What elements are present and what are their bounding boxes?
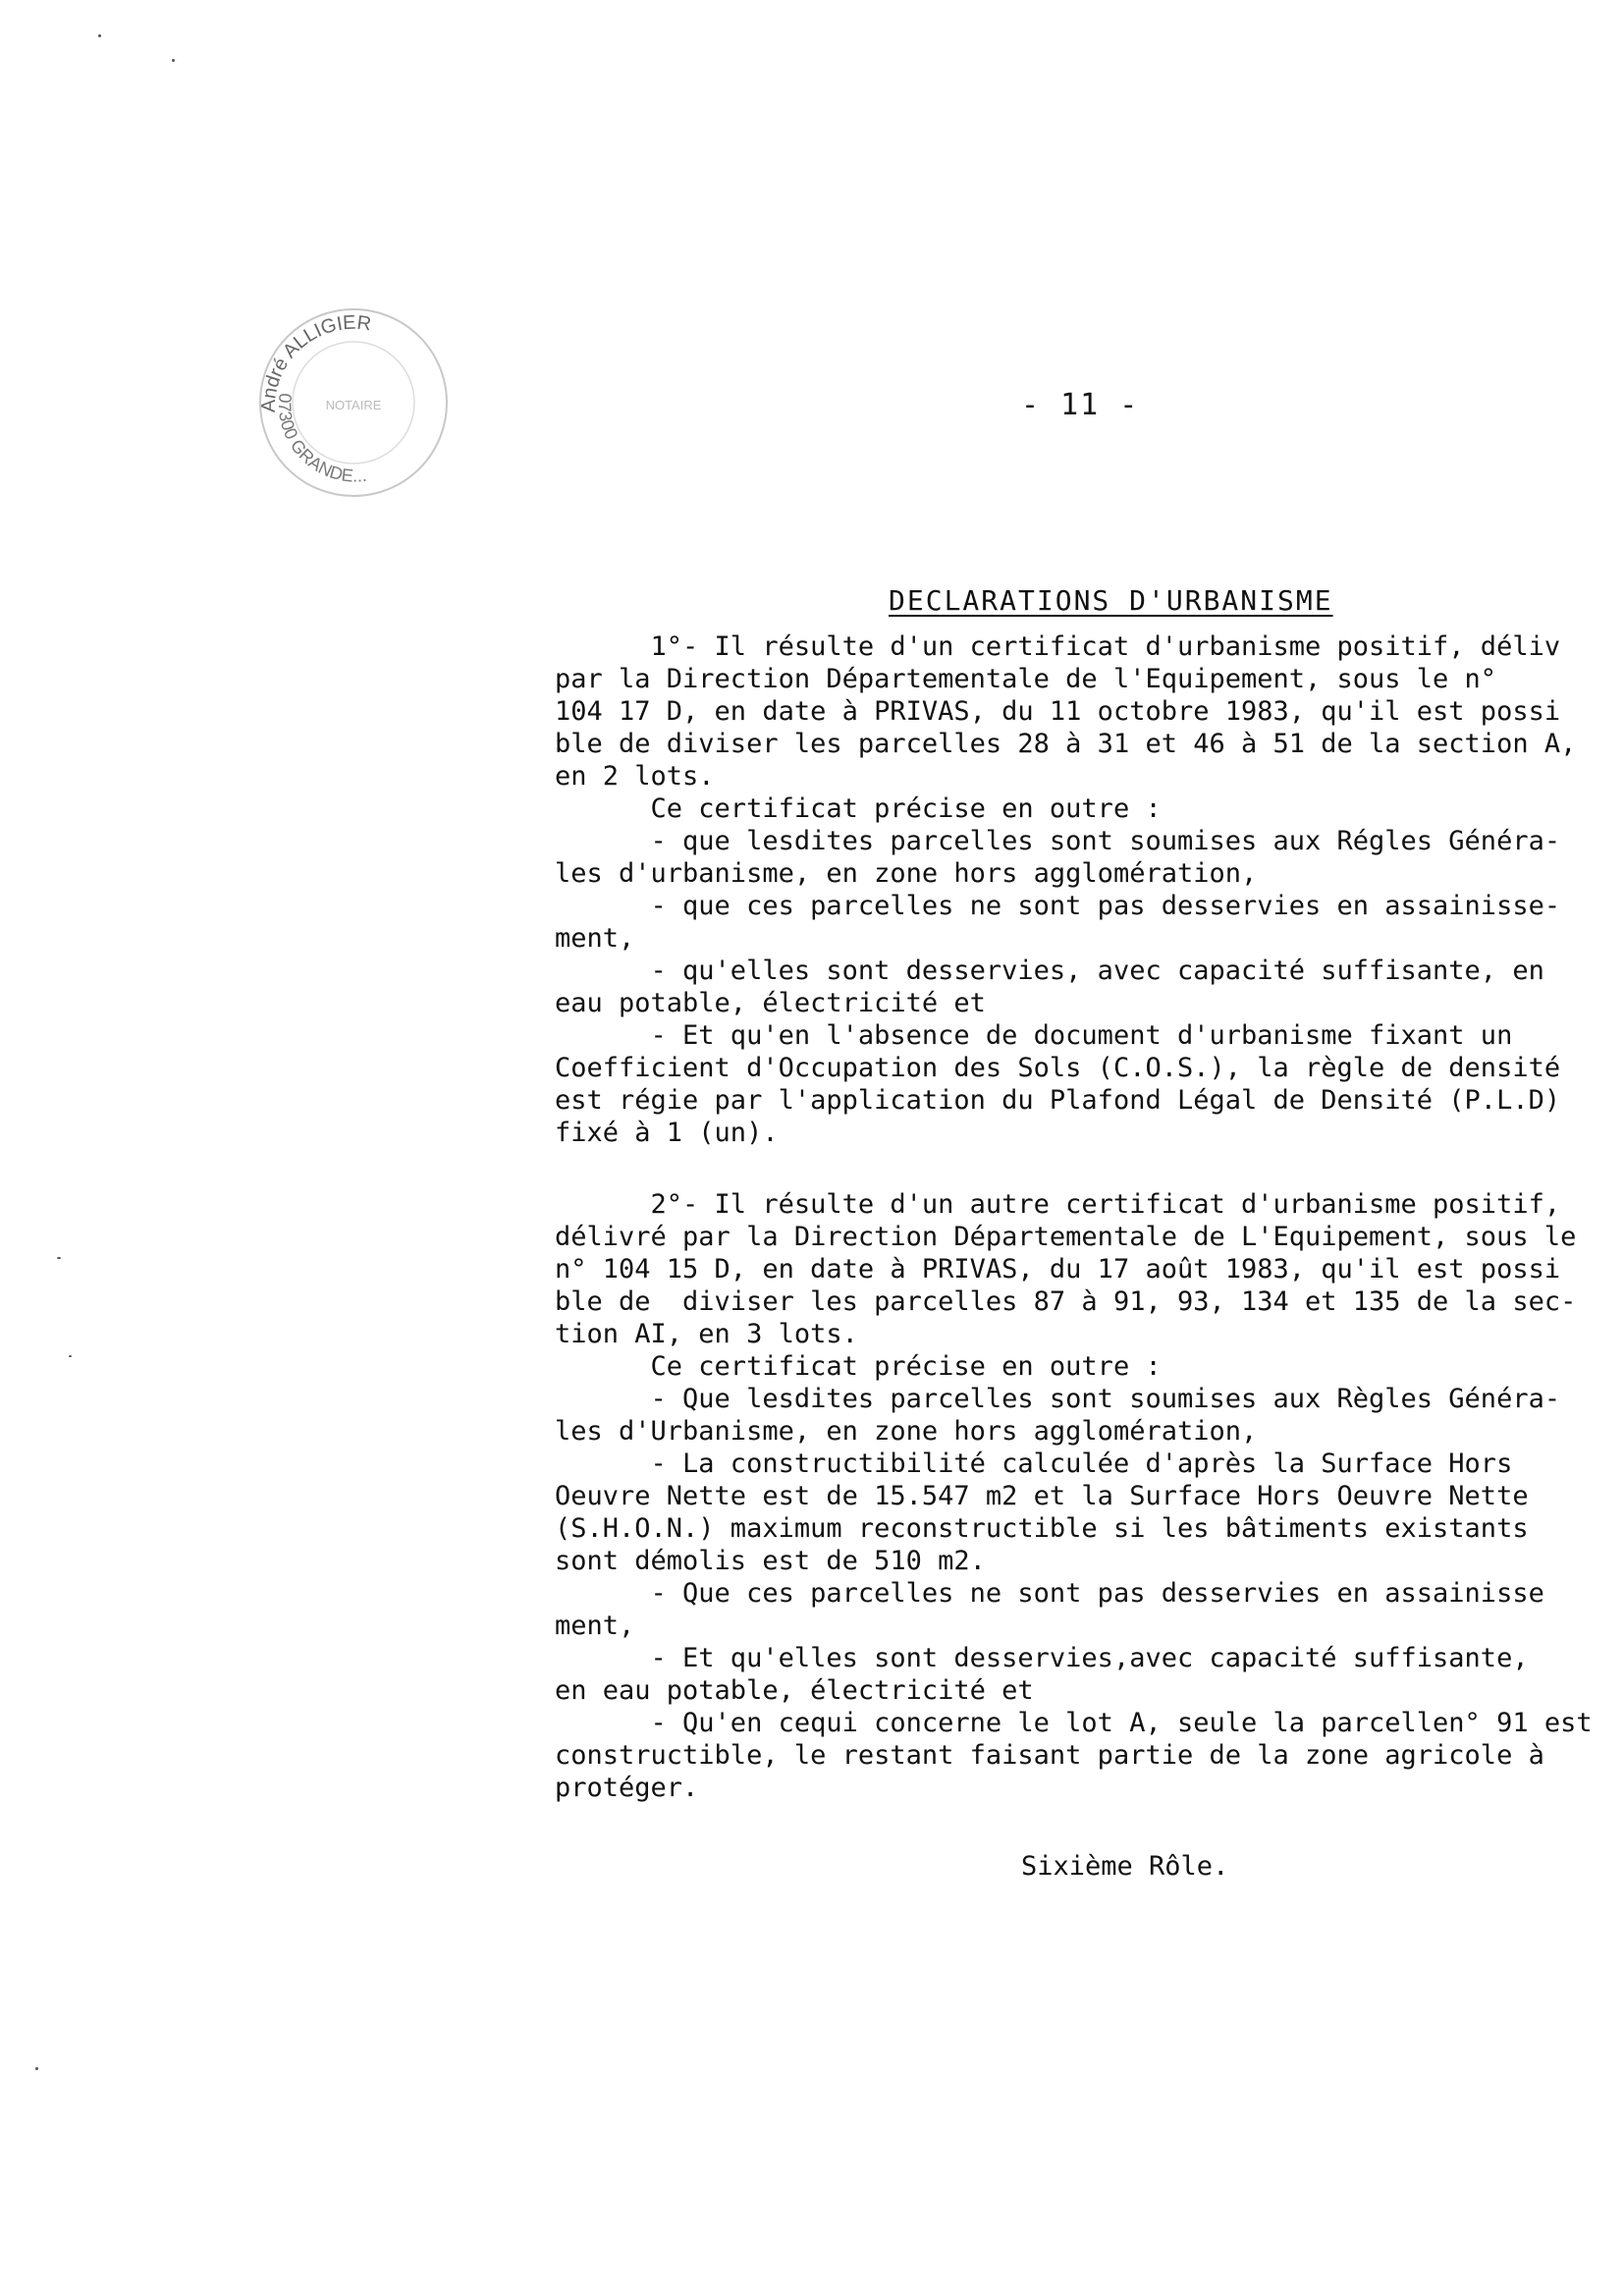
body-line: - Que ces parcelles ne sont pas desservies en assainisse bbox=[555, 1578, 1544, 1609]
stamp-outer-text: André ALLIGIER bbox=[257, 311, 373, 413]
section-title: DECLARATIONS D'URBANISME bbox=[889, 584, 1333, 617]
document-body bbox=[555, 630, 1615, 1804]
stamp-center-text: NOTAIRE bbox=[325, 398, 382, 412]
body-line: - que ces parcelles ne sont pas desservies en assainisse- bbox=[555, 891, 1561, 921]
scan-speck bbox=[172, 59, 175, 62]
body-line: 104 17 D, en date à PRIVAS, du 11 octobre 1983, qu'il est possi bbox=[555, 696, 1561, 727]
body-line: fixé à 1 (un). bbox=[555, 1118, 779, 1148]
paragraph-gap bbox=[555, 1149, 1615, 1188]
body-line: en eau potable, électricité et bbox=[555, 1675, 1034, 1706]
body-line: ment, bbox=[555, 1611, 635, 1641]
scan-speck bbox=[57, 1257, 61, 1259]
body-line: - Que lesdites parcelles sont soumises aux Règles Généra- bbox=[555, 1384, 1561, 1414]
body-line: (S.H.O.N.) maximum reconstructible si les bâtiments existants bbox=[555, 1513, 1529, 1544]
body-line: 2°- Il résulte d'un autre certificat d'urbanisme positif, bbox=[555, 1189, 1561, 1220]
stamp-bottom-text: 07300 GRANDE... bbox=[274, 392, 368, 486]
body-line: - Qu'en cequi concerne le lot A, seule la parcellen° 91 est bbox=[555, 1708, 1593, 1738]
body-line: - que lesdites parcelles sont soumises aux Régles Généra- bbox=[555, 826, 1561, 856]
body-line: en 2 lots. bbox=[555, 761, 715, 792]
body-line: est régie par l'application du Plafond Légal de Densité (P.L.D) bbox=[555, 1085, 1561, 1116]
body-line: protéger. bbox=[555, 1773, 699, 1803]
page-number: - 11 - bbox=[1021, 388, 1140, 422]
scan-speck bbox=[98, 34, 101, 37]
body-line: Coefficient d'Occupation des Sols (C.O.S.), la règle de densité bbox=[555, 1053, 1561, 1083]
body-line: 1°- Il résulte d'un certificat d'urbanisme positif, déliv bbox=[555, 631, 1561, 662]
body-line: les d'urbanisme, en zone hors agglomération, bbox=[555, 858, 1258, 889]
body-line: - Et qu'en l'absence de document d'urbanisme fixant un bbox=[555, 1020, 1513, 1051]
body-line: délivré par la Direction Départementale de L'Equipement, sous le bbox=[555, 1222, 1577, 1252]
body-line: ble de diviser les parcelles 28 à 31 et 46 à 51 de la section A, bbox=[555, 729, 1577, 759]
body-line: Oeuvre Nette est de 15.547 m2 et la Surface Hors Oeuvre Nette bbox=[555, 1481, 1529, 1511]
body-line: n° 104 15 D, en date à PRIVAS, du 17 août 1983, qu'il est possi bbox=[555, 1254, 1561, 1285]
body-line: ble de diviser les parcelles 87 à 91, 93, 134 et 135 de la sec- bbox=[555, 1286, 1577, 1317]
body-line: eau potable, électricité et bbox=[555, 988, 986, 1018]
body-line: Ce certificat précise en outre : bbox=[555, 1351, 1162, 1382]
notary-stamp bbox=[250, 300, 457, 506]
body-line: - qu'elles sont desservies, avec capacité suffisante, en bbox=[555, 956, 1544, 986]
body-line: par la Direction Départementale de l'Equipement, sous le n° bbox=[555, 664, 1497, 694]
body-line: - La constructibilité calculée d'après la Surface Hors bbox=[555, 1449, 1513, 1479]
body-line: - Et qu'elles sont desservies,avec capacité suffisante, bbox=[555, 1643, 1529, 1673]
body-line: Ce certificat précise en outre : bbox=[555, 793, 1162, 824]
body-line: tion AI, en 3 lots. bbox=[555, 1319, 858, 1349]
scan-speck bbox=[69, 1355, 72, 1357]
body-line: les d'Urbanisme, en zone hors agglomération, bbox=[555, 1416, 1258, 1447]
body-line: ment, bbox=[555, 923, 635, 954]
body-line: constructible, le restant faisant partie de la zone agricole à bbox=[555, 1740, 1544, 1771]
scan-speck bbox=[35, 2067, 38, 2070]
role-signoff: Sixième Rôle. bbox=[1021, 1851, 1229, 1882]
body-line: sont démolis est de 510 m2. bbox=[555, 1546, 986, 1576]
